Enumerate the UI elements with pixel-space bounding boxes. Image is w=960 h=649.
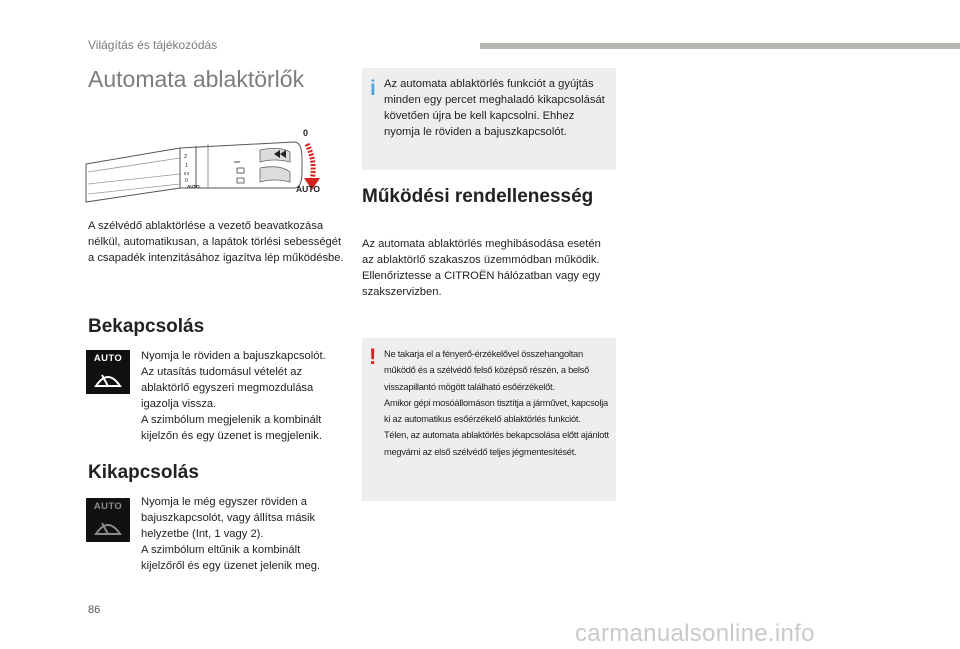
auto-icon-label-off: AUTO (93, 501, 123, 512)
activation-text: Nyomja le röviden a bajuszkapcsolót. Az utasítás tudomásul vételét az ablaktörlő egyszeri megmozdulása igazolja vissza. A szimbólum megjelenik a kombinált kijelzőn és egy üzenet is megjelenik. (141, 350, 326, 442)
auto-wiper-off-icon (86, 498, 130, 542)
watermark: carmanualsonline.info (575, 620, 815, 647)
warning-note-text: Ne takarja el a fényerő-érzékelővel összehangoltan működő és a szélvédő felső középső részén, a belső visszapillantó mögött található esőérzékelőt. Amikor gépi mosóállomáson tisztítja a járművet, kapcsolja ki az automatikus esőérzékelő ablaktörlés funkciót. Télen, az automata ablaktörlés bekapcsolása előtt ajánlott megvárni az első szélvédő teljes jégmentesítését. (384, 349, 609, 457)
wiper-off-icon (93, 514, 123, 538)
malfunction-heading: Működési rendellenesség (362, 186, 594, 207)
intro-paragraph: A szélvédő ablaktörlése a vezető beavatkozása nélkül, automatikusan, a lapátok törlési sebességét a csapadék intenzitásához igazítva lép működésbe. (88, 220, 344, 264)
warning-note-box (362, 338, 616, 501)
section-title: Világítás és tájékozódás (88, 38, 218, 52)
stalk-label-auto: AUTO (187, 184, 200, 189)
deactivation-heading: Kikapcsolás (88, 462, 199, 483)
callout-auto: AUTO (296, 184, 320, 194)
activation-heading: Bekapcsolás (88, 316, 205, 337)
deactivation-text: Nyomja le még egyszer röviden a bajuszkapcsolót, vagy állítsa másik helyzetbe (Int, 1 vagy 2). A szimbólum eltűnik a kombinált kijelzőről és egy üzenet jelenik meg. (141, 496, 321, 572)
stalk-label-1: 1 (185, 163, 189, 169)
auto-wiper-on-icon (86, 350, 130, 394)
header-rule (480, 43, 960, 49)
info-icon: i (370, 77, 376, 100)
stalk-label-0: 0 (185, 178, 188, 184)
stalk-label-int: Int (184, 171, 190, 176)
warning-icon: ! (369, 344, 377, 369)
wiper-icon (93, 366, 123, 390)
callout-zero: 0 (303, 128, 309, 138)
page-number: 86 (88, 604, 101, 616)
info-note-text: Az automata ablaktörlés funkciót a gyújtás minden egy percet meghaladó kikapcsolását követően újra be kell kapcsolni. Ehhez nyomja le röviden a bajuszkapcsolót. (384, 78, 605, 138)
auto-icon-label: AUTO (93, 353, 123, 364)
malfunction-text: Az automata ablaktörlés meghibásodása esetén az ablaktörlő szakaszos üzemmódban működik. Ellenőriztesse a CITROËN hálózatban vagy egy szakszervizben. (362, 238, 601, 298)
page-title: Automata ablaktörlők (88, 66, 305, 92)
info-note-box (362, 68, 616, 170)
wiper-stalk-illustration (84, 120, 346, 212)
stalk-label-2: 2 (184, 154, 188, 160)
